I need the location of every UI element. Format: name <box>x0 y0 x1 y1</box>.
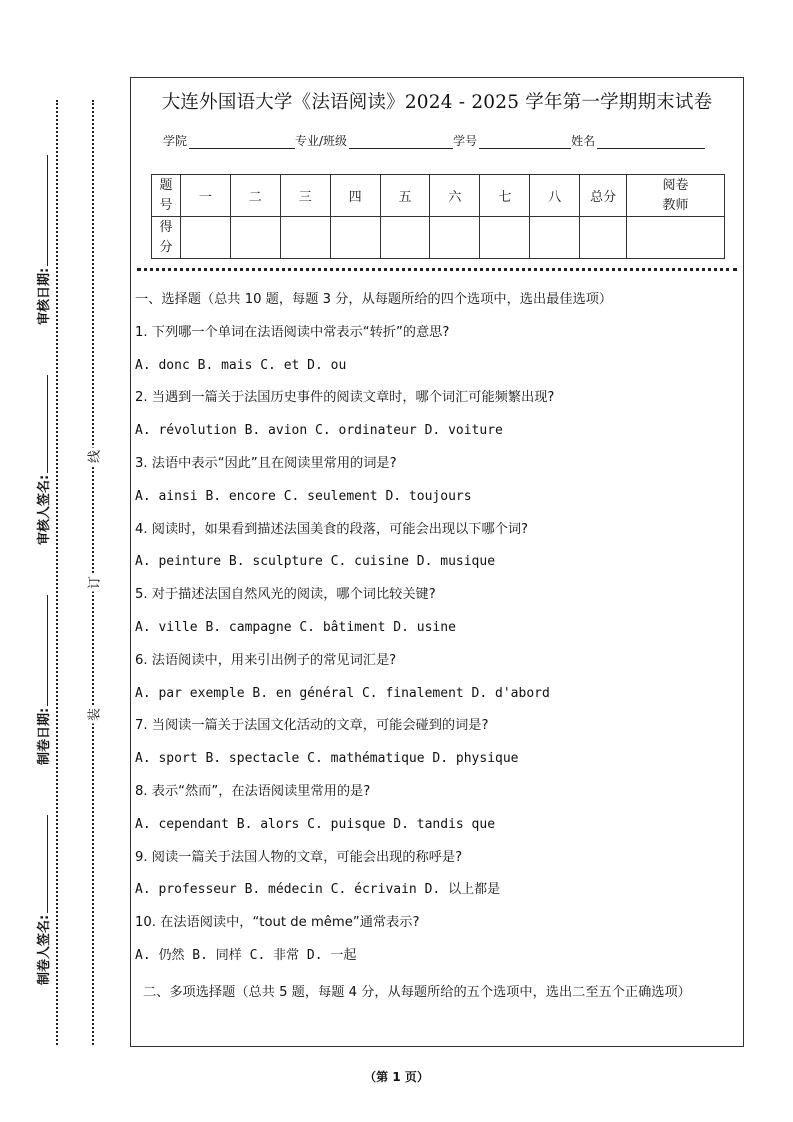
paper-maker-signature-label: 制卷人签名: <box>36 914 52 985</box>
exam-title: 大连外国语大学《法语阅读》2024 - 2025 学年第一学期期末试卷 <box>161 92 713 113</box>
score-cell-4[interactable] <box>330 217 380 259</box>
col-header-6: 六 <box>430 175 480 217</box>
question-5: 5. 对于描述法国自然风光的阅读，哪个词比较关键? <box>135 587 436 603</box>
dotted-separator <box>137 268 737 271</box>
question-8: 8. 表示“然而”，在法语阅读里常用的是? <box>135 783 371 799</box>
name-field[interactable] <box>597 135 705 149</box>
review-date-label: 审核日期: <box>36 267 52 325</box>
binding-dotted-line-outer <box>56 100 58 1045</box>
score-label: 得分 <box>152 217 181 259</box>
question-7: 7. 当阅读一篇关于法国文化活动的文章，可能会碰到的词是? <box>135 718 489 734</box>
question-3-options: A. ainsi B. encore C. seulement D. toujours <box>135 488 472 504</box>
section-2-heading: 二、多项选择题（总共 5 题，每题 4 分，从每题所给的五个选项中，选出二至五个正确选项） <box>143 984 691 1000</box>
section-1-heading: 一、选择题（总共 10 题，每题 3 分，从每题所给的四个选项中，选出最佳选项） <box>135 292 613 307</box>
paper-maker-signature-blank[interactable] <box>37 815 48 913</box>
reviewer-signature-field[interactable] <box>32 375 52 545</box>
col-header-2: 二 <box>230 175 280 217</box>
question-7-options: A. sport B. spectacle C. mathématique D. physique <box>135 751 519 767</box>
student-id-field[interactable] <box>479 135 571 149</box>
score-cell-7[interactable] <box>480 217 530 259</box>
score-cell-1[interactable] <box>180 217 230 259</box>
paper-date-label: 制卷日期: <box>36 707 52 765</box>
score-table-header-row <box>152 175 725 217</box>
score-cell-6[interactable] <box>430 217 480 259</box>
page-number: （第 1 页） <box>364 1070 429 1084</box>
student-id-label: 学号 <box>453 134 478 148</box>
score-cell-2[interactable] <box>230 217 280 259</box>
reviewer-signature-blank[interactable] <box>37 375 48 473</box>
question-10: 10. 在法语阅读中，“tout de même”通常表示? <box>135 915 420 931</box>
score-cell-total[interactable] <box>580 217 627 259</box>
paper-maker-signature-field[interactable] <box>32 815 52 985</box>
col-header-grader: 阅卷教师 <box>627 175 725 217</box>
col-header-total: 总分 <box>580 175 627 217</box>
score-cell-8[interactable] <box>530 217 580 259</box>
question-6-options: A. par exemple B. en général C. finalement D. d'abord <box>135 685 550 701</box>
review-date-blank[interactable] <box>37 155 48 266</box>
paper-date-field[interactable] <box>32 595 52 765</box>
paper-date-blank[interactable] <box>37 595 48 706</box>
name-label: 姓名 <box>571 134 596 148</box>
question-2-options: A. révolution B. avion C. ordinateur D. voiture <box>135 423 503 439</box>
question-5-options: A. ville B. campagne C. bâtiment D. usine <box>135 619 456 635</box>
score-table-score-row <box>152 217 725 259</box>
major-class-field[interactable] <box>349 135 453 149</box>
question-6: 6. 法语阅读中，用来引出例子的常见词汇是? <box>135 652 397 668</box>
binding-char-xian: 线 <box>84 448 103 466</box>
col-header-4: 四 <box>330 175 380 217</box>
binding-char-zhuang: 装 <box>84 706 103 724</box>
reviewer-signature-label: 审核人签名: <box>36 474 52 545</box>
binding-char-ding: 订 <box>84 574 103 592</box>
score-table <box>151 174 725 259</box>
binding-dotted-line-inner <box>92 100 94 1045</box>
col-header-3: 三 <box>280 175 330 217</box>
major-class-label: 专业/班级 <box>295 134 348 148</box>
score-cell-grader[interactable] <box>627 217 725 259</box>
question-9: 9. 阅读一篇关于法国人物的文章，可能会出现的称呼是? <box>135 849 463 865</box>
col-header-7: 七 <box>480 175 530 217</box>
score-cell-3[interactable] <box>280 217 330 259</box>
question-1-options: A. donc B. mais C. et D. ou <box>135 357 347 373</box>
review-date-field[interactable] <box>32 155 52 325</box>
question-9-options: A. professeur B. médecin C. écrivain D. 以上都是 <box>135 882 501 898</box>
section-1 <box>135 290 739 1003</box>
question-10-options: A. 仍然 B. 同样 C. 非常 D. 一起 <box>135 947 357 963</box>
col-header-1: 一 <box>180 175 230 217</box>
col-header-5: 五 <box>380 175 430 217</box>
question-number-label: 题号 <box>152 175 181 217</box>
college-label: 学院 <box>163 134 188 148</box>
question-4-options: A. peinture B. sculpture C. cuisine D. musique <box>135 554 496 570</box>
question-2: 2. 当遇到一篇关于法国历史事件的阅读文章时，哪个词汇可能频繁出现? <box>135 390 555 406</box>
question-3: 3. 法语中表示“因此”且在阅读里常用的词是? <box>135 455 397 471</box>
score-cell-5[interactable] <box>380 217 430 259</box>
question-4: 4. 阅读时，如果看到描述法国美食的段落，可能会出现以下哪个词? <box>135 521 529 537</box>
col-header-8: 八 <box>530 175 580 217</box>
question-1: 1. 下列哪一个单词在法语阅读中常表示“转折”的意思? <box>135 324 450 340</box>
college-field[interactable] <box>189 135 295 149</box>
question-8-options: A. cependant B. alors C. puisque D. tandis que <box>135 816 496 832</box>
student-info-row <box>163 132 705 149</box>
exam-paper <box>130 77 744 1047</box>
